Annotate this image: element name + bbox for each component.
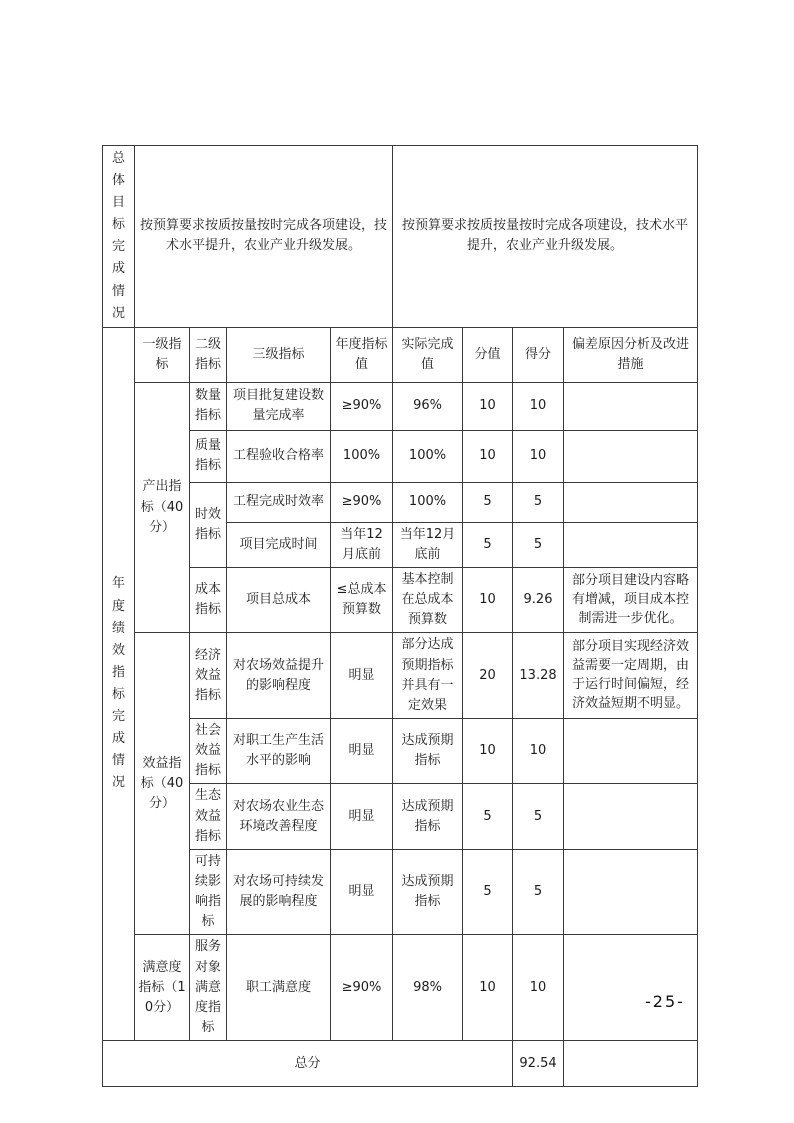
cell-points: 10 (463, 382, 513, 430)
cell-deviation (564, 719, 698, 784)
cell-level1-output: 产出指标（40分） (135, 382, 190, 633)
cell-actual: 基本控制在总成本预算数 (393, 568, 463, 633)
cell-level2: 社会效益指标 (190, 719, 227, 784)
cell-level3: 职工满意度 (227, 935, 331, 1041)
cell-level1-satisfaction: 满意度指标（10分） (135, 935, 190, 1041)
cell-level1-benefit: 效益指标（40分） (135, 633, 190, 935)
col-header-actual: 实际完成值 (393, 327, 463, 382)
cell-target: ≥90% (331, 935, 393, 1041)
cell-actual: 达成预期指标 (393, 784, 463, 849)
cell-level3: 工程完成时效率 (227, 482, 331, 522)
cell-points: 10 (463, 719, 513, 784)
cell-score: 13.28 (513, 633, 564, 719)
cell-level3: 项目完成时间 (227, 522, 331, 567)
cell-target: ≤总成本预算数 (331, 568, 393, 633)
cell-actual: 当年12月底前 (393, 522, 463, 567)
cell-deviation (564, 382, 698, 430)
overall-goal-text-right: 按预算要求按质按量按时完成各项建设，技术水平提升，农业产业升级发展。 (393, 146, 698, 328)
total-score: 92.54 (513, 1041, 564, 1087)
cell-target: 100% (331, 430, 393, 482)
cell-points: 20 (463, 633, 513, 719)
cell-actual: 100% (393, 482, 463, 522)
cell-score: 5 (513, 522, 564, 567)
cell-target: ≥90% (331, 482, 393, 522)
table-row (103, 849, 698, 935)
cell-level3: 对农场效益提升的影响程度 (227, 633, 331, 719)
table-row (103, 935, 698, 1041)
cell-deviation (564, 849, 698, 935)
col-header-level3: 三级指标 (227, 327, 331, 382)
cell-target: 明显 (331, 633, 393, 719)
total-label: 总分 (103, 1041, 513, 1087)
col-header-points: 分值 (463, 327, 513, 382)
cell-score: 10 (513, 430, 564, 482)
cell-level2: 质量指标 (190, 430, 227, 482)
cell-actual: 部分达成预期指标并具有一定效果 (393, 633, 463, 719)
cell-points: 5 (463, 849, 513, 935)
cell-deviation (564, 482, 698, 522)
cell-level3: 工程验收合格率 (227, 430, 331, 482)
total-deviation-empty (564, 1041, 698, 1087)
cell-points: 5 (463, 482, 513, 522)
annual-section-label: 年度绩效指标完成情况 (103, 327, 135, 1040)
table-row (103, 430, 698, 482)
cell-deviation (564, 784, 698, 849)
overall-goal-row (103, 146, 698, 328)
table-header-row (103, 327, 698, 382)
cell-deviation: 部分项目建设内容略有增减，项目成本控制需进一步优化。 (564, 568, 698, 633)
cell-score: 5 (513, 849, 564, 935)
cell-actual: 达成预期指标 (393, 719, 463, 784)
total-row (103, 1041, 698, 1087)
cell-points: 10 (463, 430, 513, 482)
table-row (103, 719, 698, 784)
table-row (103, 633, 698, 719)
cell-points: 5 (463, 522, 513, 567)
cell-level2: 经济效益指标 (190, 633, 227, 719)
cell-score: 10 (513, 382, 564, 430)
overall-goal-label: 总体目标完成情况 (103, 146, 135, 328)
table-row (103, 482, 698, 522)
col-header-target: 年度指标值 (331, 327, 393, 382)
cell-level3: 对职工生产生活水平的影响 (227, 719, 331, 784)
cell-level2-timeliness: 时效指标 (190, 482, 227, 567)
cell-target: 明显 (331, 719, 393, 784)
cell-level2: 服务对象满意度指标 (190, 935, 227, 1041)
table-row (103, 784, 698, 849)
cell-target: 当年12月底前 (331, 522, 393, 567)
page-number: -25- (645, 992, 685, 1011)
col-header-level2: 二级指标 (190, 327, 227, 382)
cell-points: 10 (463, 568, 513, 633)
cell-actual: 达成预期指标 (393, 849, 463, 935)
cell-target: 明显 (331, 849, 393, 935)
cell-actual: 100% (393, 430, 463, 482)
cell-points: 5 (463, 784, 513, 849)
cell-target: ≥90% (331, 382, 393, 430)
table-row (103, 568, 698, 633)
cell-actual: 98% (393, 935, 463, 1041)
table-row (103, 382, 698, 430)
cell-points: 10 (463, 935, 513, 1041)
performance-evaluation-table (102, 145, 698, 1087)
cell-level2: 数量指标 (190, 382, 227, 430)
cell-level3: 对农场农业生态环境改善程度 (227, 784, 331, 849)
col-header-score: 得分 (513, 327, 564, 382)
cell-actual: 96% (393, 382, 463, 430)
cell-level2: 生态效益指标 (190, 784, 227, 849)
cell-deviation (564, 430, 698, 482)
cell-target: 明显 (331, 784, 393, 849)
col-header-level1: 一级指标 (135, 327, 190, 382)
cell-score: 9.26 (513, 568, 564, 633)
cell-level2: 成本指标 (190, 568, 227, 633)
cell-score: 10 (513, 719, 564, 784)
cell-deviation (564, 935, 698, 1041)
col-header-deviation: 偏差原因分析及改进措施 (564, 327, 698, 382)
cell-level3: 项目批复建设数量完成率 (227, 382, 331, 430)
cell-score: 10 (513, 935, 564, 1041)
cell-level3: 项目总成本 (227, 568, 331, 633)
cell-score: 5 (513, 784, 564, 849)
cell-score: 5 (513, 482, 564, 522)
overall-goal-text-left: 按预算要求按质按量按时完成各项建设，技术水平提升，农业产业升级发展。 (135, 146, 393, 328)
cell-deviation (564, 522, 698, 567)
cell-level2: 可持续影响指标 (190, 849, 227, 935)
cell-deviation: 部分项目实现经济效益需要一定周期，由于运行时间偏短，经济效益短期不明显。 (564, 633, 698, 719)
cell-level3: 对农场可持续发展的影响程度 (227, 849, 331, 935)
